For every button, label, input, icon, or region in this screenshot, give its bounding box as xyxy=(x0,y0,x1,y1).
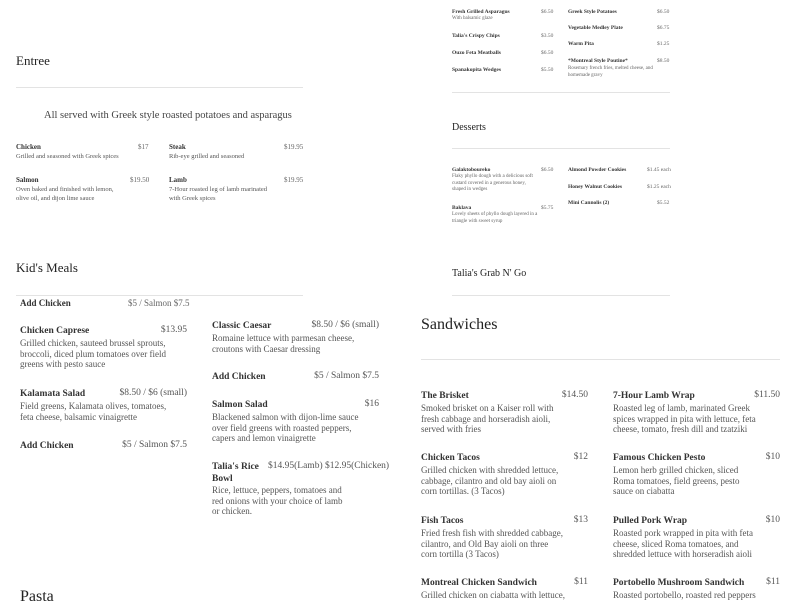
section-title: Talia's Grab N' Go xyxy=(452,268,527,279)
menu-item-desc: Rib-eye grilled and seasoned xyxy=(169,153,245,160)
menu-item-name: Chicken Caprese xyxy=(20,326,90,336)
menu-item-name: *Montreal Style Poutine* xyxy=(568,58,628,64)
menu-item-desc: Smoked brisket on a Kaiser roll with fresh cabbage and horseradish aioli, served with fries xyxy=(421,403,554,435)
menu-item-price: $1.25 each xyxy=(647,184,671,190)
menu-item-price: $8.50 / $6 (small) xyxy=(119,388,187,398)
menu-item-price: $11 xyxy=(574,577,588,587)
menu-item-price: $11 xyxy=(766,577,780,587)
menu-item-desc: Grilled chicken with shredded lettuce, cabbage, cilantro and old bay aioli on corn tortillas. (3 Tacos) xyxy=(421,465,559,497)
menu-item-price: $14.50 xyxy=(561,390,588,400)
section-title: Sandwiches xyxy=(421,316,498,333)
menu-item-desc: Fried fresh fish with shredded cabbage, cilantro, and Old Bay aioli on three corn tortilla (3 Tacos) xyxy=(421,528,563,560)
menu-item-price: $1.25 xyxy=(657,41,670,47)
menu-item-price: $19.95 xyxy=(284,143,304,151)
menu-item-name: Pulled Pork Wrap xyxy=(613,516,688,526)
menu-item-name: Honey Walnut Cookies xyxy=(568,184,622,190)
menu-item-price: $10 xyxy=(765,515,780,525)
section-subtitle: All served with Greek style roasted potatoes and asparagus xyxy=(44,110,292,121)
menu-item-price: $6.50 xyxy=(541,167,554,173)
menu-item-price: $14.95(Lamb) $12.95(Chicken) xyxy=(268,461,390,471)
menu-item-price: $19.95 xyxy=(284,176,304,184)
menu-item-desc: Romaine lettuce with parmesan cheese, croutons with Caesar dressing xyxy=(212,333,355,354)
menu-item-name: Vegetable Medley Plate xyxy=(568,25,623,31)
menu-item-price: $13.95 xyxy=(160,325,187,335)
menu-item-name: Spanakopita Wedges xyxy=(452,67,501,73)
menu-item-price: $1.45 each xyxy=(647,167,671,173)
menu-item-desc: Roasted leg of lamb, marinated Greek spices wrapped in pita with lettuce, feta cheese, tomato, fresh dill and tzatziki xyxy=(613,403,756,435)
menu-item-desc: Flaky phyllo dough with a delicious soft custard covered in a generous honey, shaped in wedges xyxy=(452,174,533,192)
menu-item-name: Galaktoboureko xyxy=(452,167,491,173)
menu-item-desc: Grilled chicken on ciabatta with lettuce, xyxy=(421,590,565,600)
menu-item-name: Lamb xyxy=(169,176,187,184)
menu-item-name: Fresh Grilled Asparagus xyxy=(452,9,510,15)
menu-item-name: Salmon xyxy=(16,176,39,184)
menu-item-price: $6.50 xyxy=(657,9,670,15)
menu-item-price: $12 xyxy=(573,452,588,462)
menu-item-desc: Oven baked and finished with lemon, olive oil, and dijon lime sauce xyxy=(16,186,114,202)
section-divider xyxy=(452,295,670,296)
menu-item-name: Add Chicken xyxy=(20,298,71,308)
menu-item-desc: Rice, lettuce, peppers, tomatoes and red onions with your choice of lamb or chicken. xyxy=(212,485,343,517)
menu-item-price: $6.50 xyxy=(541,50,554,56)
menu-item-desc: Roasted portobello, roasted red peppers xyxy=(613,590,756,600)
menu-item-price: $5 / Salmon $7.5 xyxy=(314,371,379,381)
menu-item-name: Greek Style Potatoes xyxy=(568,9,617,15)
menu-item-price: $6.75 xyxy=(657,25,670,31)
menu-item-name: Chicken Tacos xyxy=(421,453,480,463)
menu-item-price: $13 xyxy=(573,515,588,525)
menu-item-price: $8.50 xyxy=(657,58,670,64)
menu-item-price: $5 / Salmon $7.5 xyxy=(122,440,187,450)
menu-item-name: Steak xyxy=(169,143,186,151)
menu-item-desc: 7-Hour roasted leg of lamb marinated with Greek spices xyxy=(169,186,268,202)
menu-item-price: $10 xyxy=(765,452,780,462)
menu-item-price: $5.50 xyxy=(541,67,554,73)
menu-item-name: Baklava xyxy=(452,205,472,211)
menu-item-name: Talia's Crispy Chips xyxy=(452,33,500,39)
menu-item-desc: Grilled and seasoned with Greek spices xyxy=(16,153,119,160)
menu-item-desc: Lemon herb grilled chicken, sliced Roma tomatoes, field greens, pesto sauce on ciabatta xyxy=(613,465,740,497)
menu-item-name: Talia's Rice Bowl xyxy=(212,462,259,484)
menu-item-name: Add Chicken xyxy=(20,441,74,451)
menu-item-price: $11.50 xyxy=(754,390,780,400)
menu-item-name: Add Chicken xyxy=(212,372,266,382)
menu-item-desc: Field greens, Kalamata olives, tomatoes, feta cheese, balsamic vinaigrette xyxy=(20,401,167,422)
menu-item-name: Portobello Mushroom Sandwich xyxy=(613,578,745,588)
menu-item-name: The Brisket xyxy=(421,391,469,401)
menu-item-desc: With balsamic glaze xyxy=(452,16,493,21)
section-divider xyxy=(452,92,670,93)
menu-item-name: Famous Chicken Pesto xyxy=(613,453,706,463)
menu-item-name: Chicken xyxy=(16,143,41,151)
menu-item-price: $5.75 xyxy=(541,205,554,211)
menu-item-name: Ouzo Feta Meatballs xyxy=(452,50,501,56)
menu-item-price: $8.50 / $6 (small) xyxy=(311,320,379,330)
section-divider xyxy=(452,148,670,149)
menu-item-desc: Lovely sheets of phyllo dough layered in a triangle with sweet syrup xyxy=(452,212,538,224)
section-divider xyxy=(16,295,303,296)
menu-item-name: Classic Caesar xyxy=(212,321,272,331)
menu-item-desc: Blackened salmon with dijon-lime sauce over field greens with roasted peppers, capers and lemon vinaigrette xyxy=(212,412,359,444)
menu-item-price: $17 xyxy=(138,143,149,151)
menu-item-name: Mini Cannolis (2) xyxy=(568,200,610,206)
menu-item-price: $16 xyxy=(364,399,379,409)
menu-item-name: 7-Hour Lamb Wrap xyxy=(613,391,695,401)
menu-item-name: Kalamata Salad xyxy=(20,389,86,399)
menu-item-price: $5.52 xyxy=(657,200,670,206)
menu-item-name: Almond Powder Cookies xyxy=(568,167,627,173)
menu-item-name: Salmon Salad xyxy=(212,400,268,410)
menu-item-name: Fish Tacos xyxy=(421,516,464,526)
section-divider xyxy=(421,359,780,360)
section-title: Kid's Meals xyxy=(16,260,78,275)
section-title: Entree xyxy=(16,53,50,68)
menu-item-desc: Roasted pork wrapped in pita with feta cheese, sliced Roma tomatoes, and shredded lettuce with horseradish aioli xyxy=(613,528,753,560)
menu-item-desc: Grilled chicken, sauteed brussel sprouts, broccoli, diced plum tomatoes over field greens with pesto sauce xyxy=(20,338,166,370)
section-title: Desserts xyxy=(452,122,486,133)
menu-item-name: Warm Pita xyxy=(568,41,594,47)
menu-item-name: Montreal Chicken Sandwich xyxy=(421,578,537,588)
menu-item-price: $5 / Salmon $7.5 xyxy=(128,298,190,308)
section-title: Pasta xyxy=(20,588,54,605)
menu-item-desc: Rosemary french fries, melted cheese, and homemade gravy xyxy=(568,66,653,78)
menu-item-price: $19.50 xyxy=(130,176,150,184)
section-divider xyxy=(16,87,303,88)
menu-item-price: $3.50 xyxy=(541,33,554,39)
menu-item-price: $6.50 xyxy=(541,9,554,15)
